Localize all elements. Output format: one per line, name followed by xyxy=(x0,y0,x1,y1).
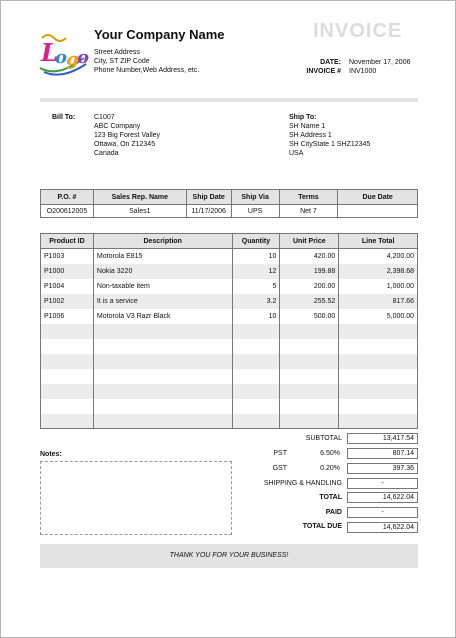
subtotal-value: 13,417.54 xyxy=(347,433,418,444)
line-total-cell xyxy=(339,354,418,369)
description-cell xyxy=(93,384,232,399)
bill-to-line: Canada xyxy=(94,150,119,157)
product-id-header: Product ID xyxy=(41,234,94,249)
product-id-cell xyxy=(41,324,94,339)
line-total-cell: 4,200.00 xyxy=(339,249,418,264)
svg-text:o: o xyxy=(55,47,68,68)
bill-to-label: Bill To: xyxy=(52,114,76,121)
unit-price-cell: 200.00 xyxy=(280,279,339,294)
header-divider xyxy=(40,98,418,102)
product-id-cell xyxy=(41,414,94,429)
terms-cell: Net 7 xyxy=(279,205,338,218)
product-id-cell: P1004 xyxy=(41,279,94,294)
description-cell: Nokia 3220 xyxy=(93,264,232,279)
unit-price-cell xyxy=(280,384,339,399)
product-id-cell xyxy=(41,339,94,354)
due-date-cell xyxy=(338,205,418,218)
empty-table-row xyxy=(41,324,418,339)
bill-to-line: C1007 xyxy=(94,114,115,121)
ship-date-header: Ship Date xyxy=(186,190,231,205)
table-row xyxy=(41,279,418,294)
description-cell xyxy=(93,324,232,339)
company-address-line: City, ST ZIP Code xyxy=(94,58,150,65)
ship-via-header: Ship Via xyxy=(231,190,279,205)
total-due-label: TOTAL DUE xyxy=(302,523,342,530)
line-total-cell: 5,000.00 xyxy=(339,309,418,324)
ship-to-line: USA xyxy=(289,150,304,157)
unit-price-cell xyxy=(280,414,339,429)
quantity-cell xyxy=(232,324,280,339)
company-address-line: Street Address xyxy=(94,49,140,56)
product-id-cell: P1006 xyxy=(41,309,94,324)
line-total-cell xyxy=(339,384,418,399)
quantity-header: Quantity xyxy=(232,234,280,249)
gst-value: 397.36 xyxy=(347,463,418,474)
unit-price-cell: 255.52 xyxy=(280,294,339,309)
date-value: November 17, 2006 xyxy=(349,59,411,66)
shipping-label: SHIPPING & HANDLING xyxy=(263,480,342,487)
line-total-cell: 817.66 xyxy=(339,294,418,309)
company-logo xyxy=(38,28,90,80)
total-label: TOTAL xyxy=(319,494,342,501)
unit-price-header: Unit Price xyxy=(280,234,339,249)
company-name: Your Company Name xyxy=(94,27,225,42)
company-address xyxy=(94,48,199,75)
bill-to-line: ABC Company xyxy=(94,123,141,130)
order-info-row xyxy=(41,205,418,218)
line-total-cell xyxy=(339,369,418,384)
unit-price-cell xyxy=(280,399,339,414)
pst-value: 807.14 xyxy=(347,448,418,459)
po-number-cell: O200612005 xyxy=(41,205,94,218)
shipping-value: - xyxy=(347,478,418,489)
quantity-cell: 10 xyxy=(232,309,280,324)
product-id-cell: P1000 xyxy=(41,264,94,279)
terms-header: Terms xyxy=(279,190,338,205)
quantity-cell xyxy=(232,399,280,414)
date-label: DATE: xyxy=(320,59,341,66)
empty-table-row xyxy=(41,384,418,399)
due-date-header: Due Date xyxy=(338,190,418,205)
pst-rate: 6.50% xyxy=(320,450,340,457)
sales-rep-cell: Sales1 xyxy=(93,205,186,218)
quantity-cell xyxy=(232,384,280,399)
line-total-cell xyxy=(339,414,418,429)
description-cell: Motorola E815 xyxy=(93,249,232,264)
table-row xyxy=(41,294,418,309)
gst-rate: 0.20% xyxy=(320,465,340,472)
quantity-cell: 10 xyxy=(232,249,280,264)
quantity-cell xyxy=(232,354,280,369)
line-items-header xyxy=(41,234,418,249)
description-cell: Non-taxable item xyxy=(93,279,232,294)
po-number-header: P.O. # xyxy=(41,190,94,205)
order-info-header xyxy=(41,190,418,205)
empty-table-row xyxy=(41,369,418,384)
product-id-cell: P1002 xyxy=(41,294,94,309)
quantity-cell xyxy=(232,414,280,429)
unit-price-cell: 420.00 xyxy=(280,249,339,264)
unit-price-cell xyxy=(280,369,339,384)
pst-label: PST xyxy=(273,450,287,457)
bill-to-line: Ottawa, On Z12345 xyxy=(94,141,156,148)
description-cell xyxy=(93,369,232,384)
notes-label: Notes: xyxy=(40,451,62,458)
table-row xyxy=(41,249,418,264)
svg-text:g: g xyxy=(66,49,79,70)
description-cell xyxy=(93,414,232,429)
ship-to-line: SH CityState 1 SHZ12345 xyxy=(289,141,371,148)
ship-to-line: SH Address 1 xyxy=(289,132,332,139)
product-id-cell xyxy=(41,369,94,384)
ship-to-line: SH Name 1 xyxy=(289,123,326,130)
bill-to-address xyxy=(94,113,160,158)
quantity-cell: 12 xyxy=(232,264,280,279)
product-id-cell xyxy=(41,354,94,369)
unit-price-cell xyxy=(280,354,339,369)
paid-label: PAID xyxy=(325,509,342,516)
line-total-header: Line Total xyxy=(339,234,418,249)
total-due-value: 14,622.04 xyxy=(347,522,418,533)
bill-to-line: 123 Big Forest Valley xyxy=(94,132,161,139)
product-id-cell xyxy=(41,384,94,399)
invoice-number-value: INV1000 xyxy=(349,68,377,75)
description-cell: Motorola V3 Razr Black xyxy=(93,309,232,324)
quantity-cell: 5 xyxy=(232,279,280,294)
quantity-cell xyxy=(232,369,280,384)
line-total-cell: 1,000.00 xyxy=(339,279,418,294)
empty-table-row xyxy=(41,399,418,414)
empty-table-row xyxy=(41,354,418,369)
total-value: 14,622.04 xyxy=(347,492,418,503)
gst-label: GST xyxy=(272,465,287,472)
ship-date-cell: 11/17/2006 xyxy=(186,205,231,218)
svg-text:L: L xyxy=(41,38,58,67)
svg-text:o: o xyxy=(77,47,90,68)
description-cell xyxy=(93,354,232,369)
description-cell: It is a service xyxy=(93,294,232,309)
quantity-cell: 3.2 xyxy=(232,294,280,309)
quantity-cell xyxy=(232,339,280,354)
line-total-cell: 2,398.68 xyxy=(339,264,418,279)
empty-table-row xyxy=(41,339,418,354)
unit-price-cell xyxy=(280,339,339,354)
notes-box xyxy=(40,461,232,535)
description-cell xyxy=(93,339,232,354)
description-cell xyxy=(93,399,232,414)
sales-rep-header: Sales Rep. Name xyxy=(93,190,186,205)
unit-price-cell: 199.88 xyxy=(280,264,339,279)
product-id-cell xyxy=(41,399,94,414)
unit-price-cell: 500.00 xyxy=(280,309,339,324)
product-id-cell: P1003 xyxy=(41,249,94,264)
table-row xyxy=(41,264,418,279)
ship-to-label: Ship To: xyxy=(289,114,317,121)
table-row xyxy=(41,309,418,324)
line-total-cell xyxy=(339,399,418,414)
invoice-title: INVOICE xyxy=(313,20,403,42)
line-items-table xyxy=(40,233,418,429)
ship-to-block xyxy=(289,113,370,158)
empty-table-row xyxy=(41,414,418,429)
line-total-cell xyxy=(339,324,418,339)
paid-value: - xyxy=(347,507,418,518)
thank-you-footer: THANK YOU FOR YOUR BUSINESS! xyxy=(40,544,418,568)
line-total-cell xyxy=(339,339,418,354)
order-info-table xyxy=(40,189,418,218)
invoice-number-label: INVOICE # xyxy=(306,68,341,75)
ship-via-cell: UPS xyxy=(231,205,279,218)
description-header: Description xyxy=(93,234,232,249)
company-address-line: Phone Number,Web Address, etc. xyxy=(94,67,200,74)
unit-price-cell xyxy=(280,324,339,339)
subtotal-label: SUBTOTAL xyxy=(305,435,342,442)
